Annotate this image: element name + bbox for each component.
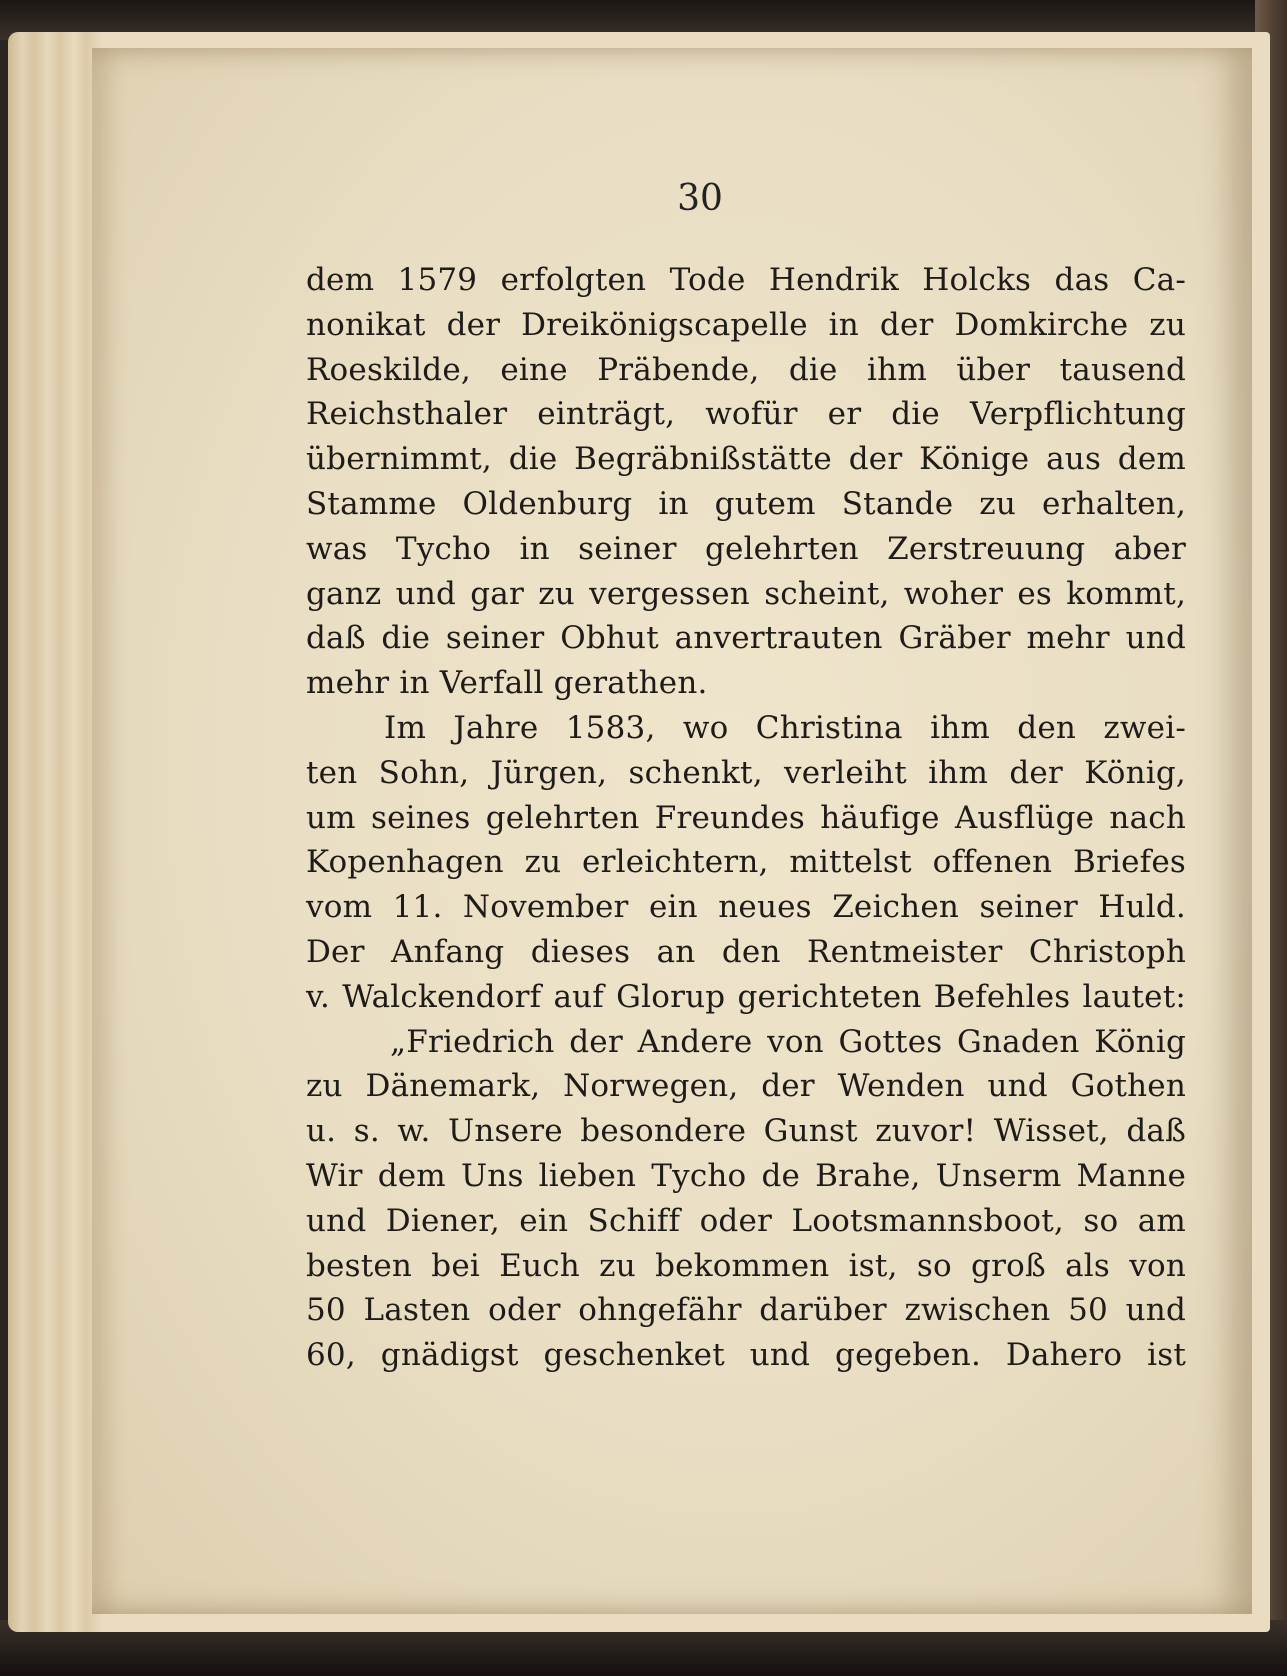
text-line: dem 1579 erfolgten Tode Hendrik Holcks das Ca- (306, 262, 1186, 298)
text-line: Stamme Oldenburg in gutem Stande zu erhalten, (306, 485, 1186, 522)
text-line: v. Walckendorf auf Glorup gerichteten Befehles lautet: (306, 978, 1186, 1015)
text-line: daß die seiner Obhut anvertrauten Gräber mehr und (306, 620, 1186, 657)
text-line: 50 Lasten oder ohngefähr darüber zwischen 50 und (306, 1292, 1186, 1329)
text-line: und Diener, ein Schiff oder Lootsmannsboot, so am (306, 1202, 1186, 1239)
text-line: was Tycho in seiner gelehrten Zerstreuung aber (306, 530, 1186, 567)
body-text (306, 258, 1186, 1378)
text-line: besten bei Euch zu bekommen ist, so groß als von (306, 1247, 1186, 1284)
text-line: zu Dänemark, Norwegen, der Wenden und Gothen (306, 1068, 1186, 1105)
page-number: 30 (677, 178, 723, 219)
text-line: nonikat der Dreikönigscapelle in der Domkirche zu (306, 306, 1186, 343)
text-line: 60, gnädigst geschenket und gegeben. Dahero ist (306, 1337, 1186, 1374)
text-line: ten Sohn, Jürgen, schenkt, verleiht ihm der König, (306, 754, 1186, 791)
text-line: Wir dem Uns lieben Tycho de Brahe, Unserm Manne (306, 1157, 1186, 1194)
text-line: ganz und gar zu vergessen scheint, woher es kommt, (306, 575, 1186, 612)
paragraph-end-line: mehr in Verfall gerathen. (306, 665, 708, 702)
text-line: Der Anfang dieses an den Rentmeister Christoph (306, 933, 1186, 970)
text-line: Kopenhagen zu erleichtern, mittelst offenen Briefes (306, 844, 1186, 881)
paragraph-start-line: Im Jahre 1583, wo Christina ihm den zwei- (384, 709, 1186, 746)
text-line: Reichsthaler einträgt, wofür er die Verpflichtung (306, 396, 1186, 433)
text-line: Roeskilde, eine Präbende, die ihm über tausend (306, 351, 1186, 388)
text-line: vom 11. November ein neues Zeichen seiner Huld. (306, 889, 1186, 926)
text-line: um seines gelehrten Freundes häufige Ausflüge nach (306, 799, 1186, 836)
text-line: übernimmt, die Begräbnißstätte der Könige aus dem (306, 441, 1186, 478)
text-line: u. s. w. Unsere besondere Gunst zuvor! Wisset, daß (306, 1113, 1186, 1150)
quote-start-line: „Friedrich der Andere von Gottes Gnaden König (390, 1023, 1186, 1060)
